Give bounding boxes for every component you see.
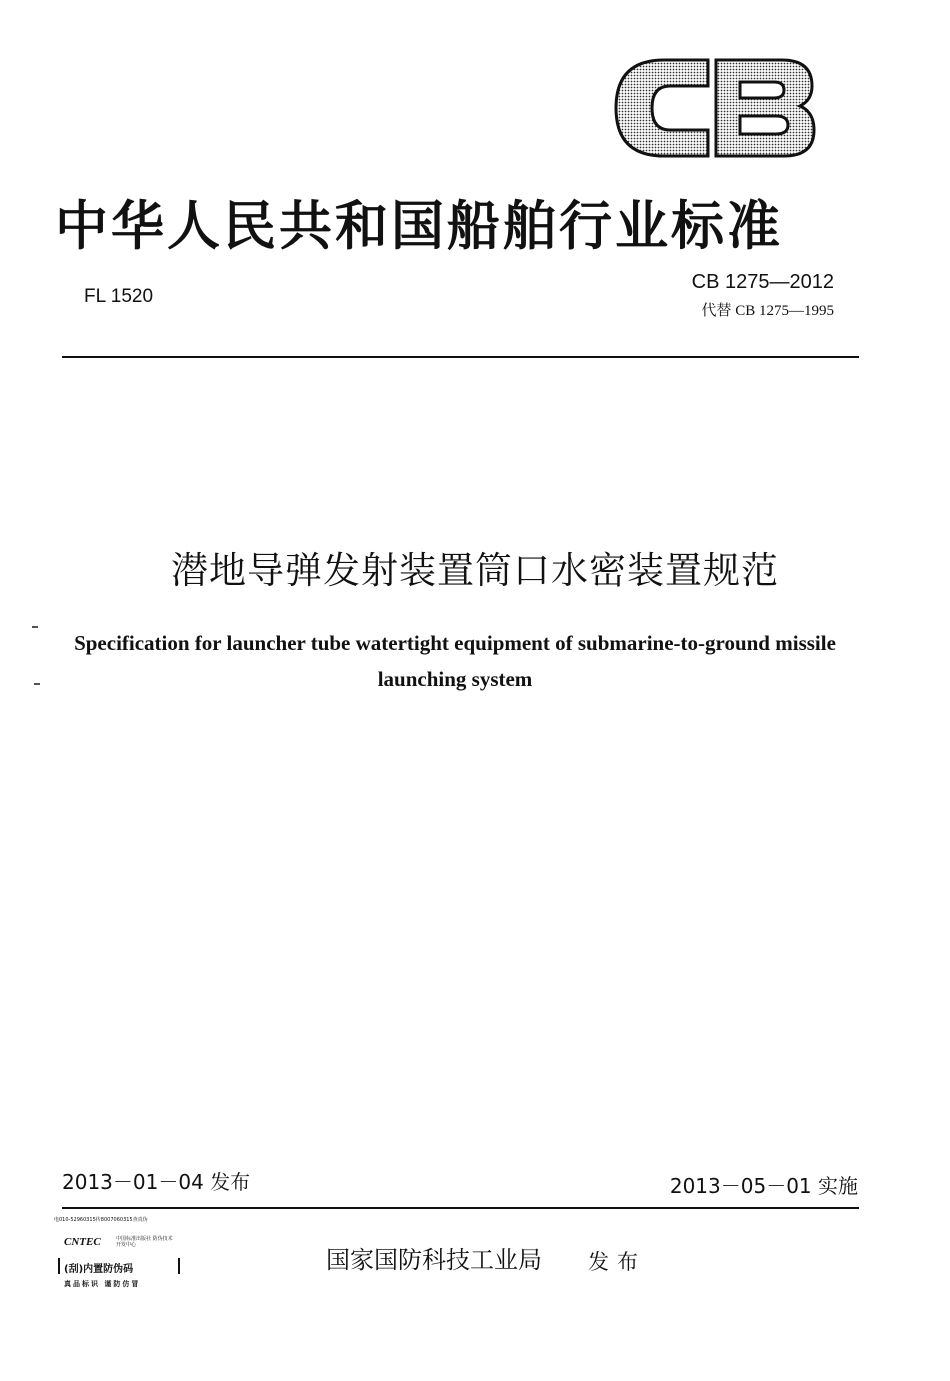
- publisher: 国家国防科技工业局: [326, 1246, 542, 1274]
- publish-label: 发布: [588, 1250, 646, 1274]
- implementation-date: 2013－05－01 实施: [669, 1174, 858, 1198]
- logo-letter-c: [616, 60, 708, 156]
- fl-code: FL 1520: [84, 286, 154, 307]
- stamp-footer-text: 真品标识 谨防仿冒: [64, 1280, 141, 1288]
- cb-logo: [612, 56, 818, 160]
- replaces-standard: 代替 CB 1275—1995: [701, 303, 834, 319]
- stamp-phone-line: 电010-52960315传8007060315查真伪: [54, 1217, 148, 1223]
- document-title-cn: 潜地导弹发射装置筒口水密装置规范: [171, 549, 779, 592]
- standard-title: 中华人民共和国船舶行业标准: [55, 196, 783, 257]
- anti-counterfeit-label: [54, 1214, 184, 1290]
- stamp-code-label: (刮)内置防伪码: [64, 1264, 134, 1275]
- document-title-en: Specification for launcher tube watertight equipment of submarine-to-ground missile launching system: [74, 631, 836, 691]
- stamp-brand-sub: 中国标准出版社 防伪技术开发中心: [116, 1236, 173, 1248]
- logo-letter-b: [716, 60, 814, 156]
- issue-date: 2013－01－04 发布: [62, 1170, 251, 1194]
- scan-mark: [32, 626, 38, 628]
- scan-mark: [34, 683, 40, 685]
- stamp-brand: CNTEC: [64, 1236, 101, 1248]
- standard-number: CB 1275—2012: [691, 271, 834, 293]
- bottom-divider: [62, 1207, 859, 1209]
- top-divider: [62, 356, 859, 358]
